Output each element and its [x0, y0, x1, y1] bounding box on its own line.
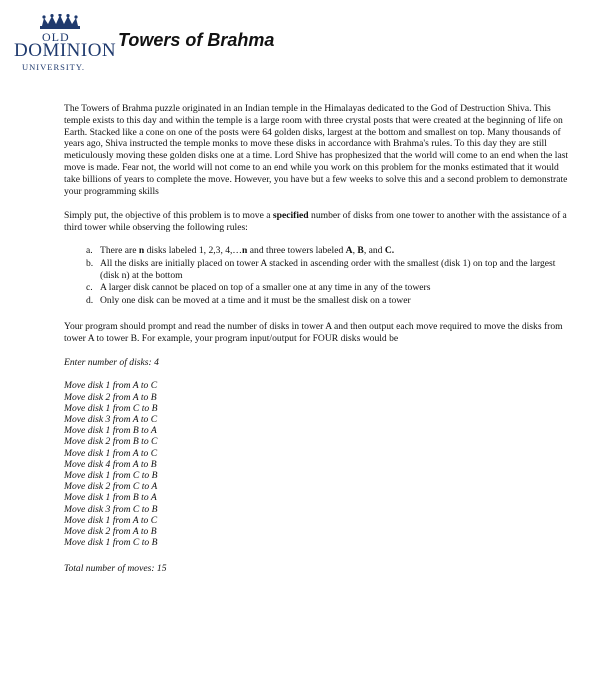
move-line: Move disk 1 from A to C: [64, 447, 158, 459]
logo-line-dominion: DOMINION: [14, 40, 117, 61]
rule-a-text-5: , and: [363, 244, 385, 256]
logo-line-old: OLD: [42, 30, 70, 44]
rule-marker-a: a.: [86, 244, 93, 256]
rule-b-text: All the disks are initially placed on tower A stacked in ascending order with the smallest (disk 1) on top and the largest (disk n) at the bottom: [100, 257, 556, 281]
move-line: Move disk 1 from C to B: [64, 537, 158, 549]
move-line: Move disk 1 from B to A: [64, 492, 157, 504]
logo-line-university: UNIVERSITY.: [22, 62, 86, 72]
example-enter-prompt: Enter number of disks: 4: [64, 356, 159, 368]
rule-item-d: [86, 295, 576, 307]
move-line: Move disk 3 from C to B: [64, 503, 158, 515]
rule-marker-d: d.: [86, 295, 94, 307]
move-line: Move disk 1 from B to A: [64, 425, 157, 437]
rule-a-text-1: There are: [100, 244, 139, 256]
move-line: Move disk 1 from C to B: [64, 402, 158, 414]
document-body: [64, 103, 576, 575]
rule-marker-b: b.: [86, 257, 94, 269]
document-title: Towers of Brahma: [118, 30, 275, 50]
rule-a-text-4: ,: [352, 244, 358, 256]
header: [0, 0, 600, 90]
move-line: Move disk 2 from A to B: [64, 525, 157, 537]
rule-a-bold-a: A: [345, 244, 353, 256]
objective-text-start: Simply put, the objective of this problem is to move a: [64, 210, 273, 222]
rule-a-bold-n2: n: [242, 244, 248, 256]
university-logo: [8, 14, 118, 74]
rule-a-text-2: disks labeled 1, 2,3, 4,…: [144, 244, 243, 256]
objective-paragraph: [64, 210, 576, 234]
move-line: Move disk 2 from A to B: [64, 391, 157, 403]
objective-text-end: number of disks from one tower to another with the assistance of a third tower while observing the following rules:: [64, 210, 567, 234]
move-line: Move disk 2 from B to C: [64, 436, 158, 448]
rule-marker-c: c.: [86, 282, 93, 294]
move-line: Move disk 1 from C to B: [64, 469, 158, 481]
rule-item-a: [86, 245, 576, 257]
rule-item-b: [86, 258, 576, 282]
example-move-list: [64, 380, 576, 548]
rules-list: [64, 245, 576, 307]
intro-paragraph: The Towers of Brahma puzzle originated in an Indian temple in the Himalayas dedicated to the God of Destruction Shiva. This temple exists to this day and within the temple is a large room with three crystal posts that were created at the beginning of life on Earth. Stacked like a cone on one of the posts were 64 golden disks, largest at the bottom and smallest on top. Many thousands of years ago, Shiva instructed the temple monks to move these disks in accordance with Brahma's rules. To this day they are still meticulously moving these golden disks one at a time. Lord Shive has prophesized that the world will come to an end when the last move is made. Fear not, the world will not come to an end while you work on this problem for the monks estimated that it would take billions of years to complete the move. However, you have but a few weeks to solve this and a second problem to demonstrate your programming skills: [64, 103, 569, 197]
example-total-moves: Total number of moves: 15: [64, 563, 167, 575]
rule-a-bold-c: C.: [384, 244, 395, 256]
move-line: Move disk 1 from A to C: [64, 514, 158, 526]
move-line: Move disk 2 from C to A: [64, 481, 158, 493]
move-line: Move disk 4 from A to B: [64, 458, 157, 470]
rule-a-text-3: and three towers labeled: [247, 244, 346, 256]
rule-a-bold-b: B: [357, 244, 364, 256]
rule-d-text: Only one disk can be moved at a time and it must be the smallest disk on a tower: [100, 295, 411, 307]
move-line: Move disk 1 from A to C: [64, 380, 158, 392]
rule-c-text: A larger disk cannot be placed on top of a smaller one at any time in any of the towers: [100, 282, 431, 294]
move-line: Move disk 3 from A to C: [64, 413, 158, 425]
program-paragraph: Your program should prompt and read the number of disks in tower A and then output each move required to move the disks from tower A to tower B. For example, your program input/output for FOUR disks would be: [64, 320, 563, 344]
rule-item-c: [86, 282, 576, 294]
rule-a-bold-n: n: [138, 244, 145, 256]
objective-bold-specified: specified: [272, 210, 309, 222]
